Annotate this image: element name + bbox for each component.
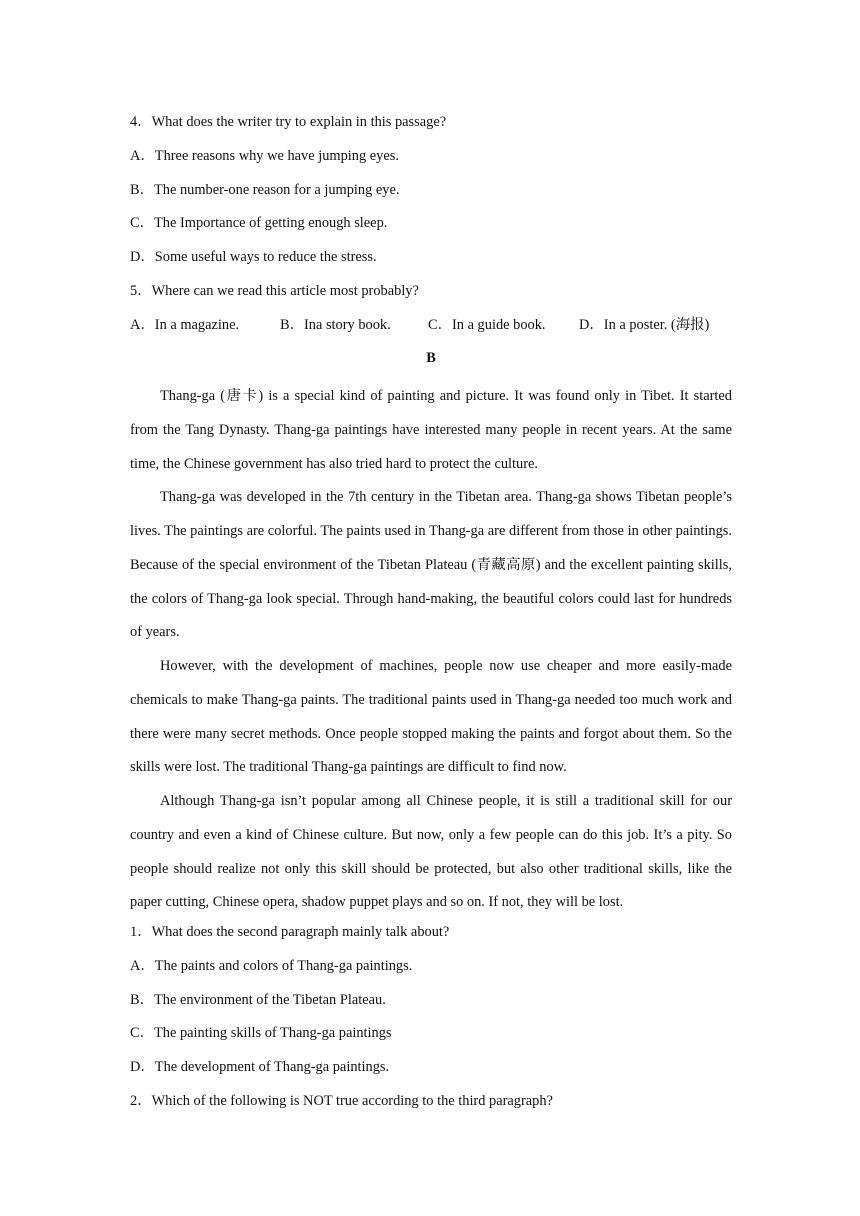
question-5-stem: 5．Where can we read this article most probably? — [130, 282, 419, 299]
question-5-option-d: D．In a poster. (海报) — [579, 316, 710, 333]
question-5-option-b: B．Ina story book. — [280, 316, 391, 333]
section-b-heading: B — [426, 350, 436, 367]
question-5-option-a: A．In a magazine. — [130, 316, 240, 333]
question-1-option-c: C．The painting skills of Thang-ga paintings — [130, 1025, 392, 1042]
question-5-options — [130, 313, 732, 347]
question-4-stem: 4．What does the writer try to explain in this passage? — [130, 114, 447, 130]
question-4-option-d: D．Some useful ways to reduce the stress. — [130, 249, 377, 265]
question-2-stem: 2．Which of the following is NOT true according to the third paragraph? — [130, 1092, 553, 1109]
question-1-stem: 1．What does the second paragraph mainly talk about? — [130, 924, 450, 940]
passage-paragraph-1: Thang-ga (唐卡) is a special kind of painting and picture. It was found only in Tibet. It started from the Tang Dynasty. Thang-ga paintings have interested many people in recent years. At the same time, the Chinese government has also tried hard to protect the culture. — [130, 388, 732, 472]
passage-paragraph-4: Although Thang-ga isn’t popular among all Chinese people, it is still a traditional skill for our country and even a kind of Chinese culture. But now, only a few people can do this job. It’s a pity. So people should realize not only this skill should be protected, but also other traditional skills, like the paper cutting, Chinese opera, shadow puppet plays and so on. If not, they will be lost. — [130, 793, 732, 911]
passage-paragraph-3: However, with the development of machines, people now use cheaper and more easily-made chemicals to make Thang-ga paints. The traditional paints used in Thang-ga needed too much work and there were many secret methods. Once people stopped making the paints and forgot about them. So the skills were lost. The traditional Thang-ga paintings are difficult to find now. — [130, 658, 732, 776]
question-5-option-c: C．In a guide book. — [428, 316, 546, 333]
question-4-option-a: A．Three reasons why we have jumping eyes. — [130, 147, 399, 164]
question-1-option-a: A．The paints and colors of Thang-ga paintings. — [130, 957, 413, 974]
document-page — [130, 110, 732, 1123]
question-4-option-c: C．The Importance of getting enough sleep. — [130, 215, 388, 232]
question-1-option-b: B．The environment of the Tibetan Plateau. — [130, 991, 386, 1008]
question-4-option-b: B．The number-one reason for a jumping eye. — [130, 181, 400, 198]
question-1-option-d: D．The development of Thang-ga paintings. — [130, 1059, 390, 1075]
passage-paragraph-2: Thang-ga was developed in the 7th century in the Tibetan area. Thang-ga shows Tibetan people’s lives. The paintings are colorful. The paints used in Thang-ga are different from those in other paintings. Because of the special environment of the Tibetan Plateau (青藏高原) and the excellent painting skills, the colors of Thang-ga look special. Through hand-making, the beautiful colors could last for hundreds of years. — [130, 489, 732, 641]
